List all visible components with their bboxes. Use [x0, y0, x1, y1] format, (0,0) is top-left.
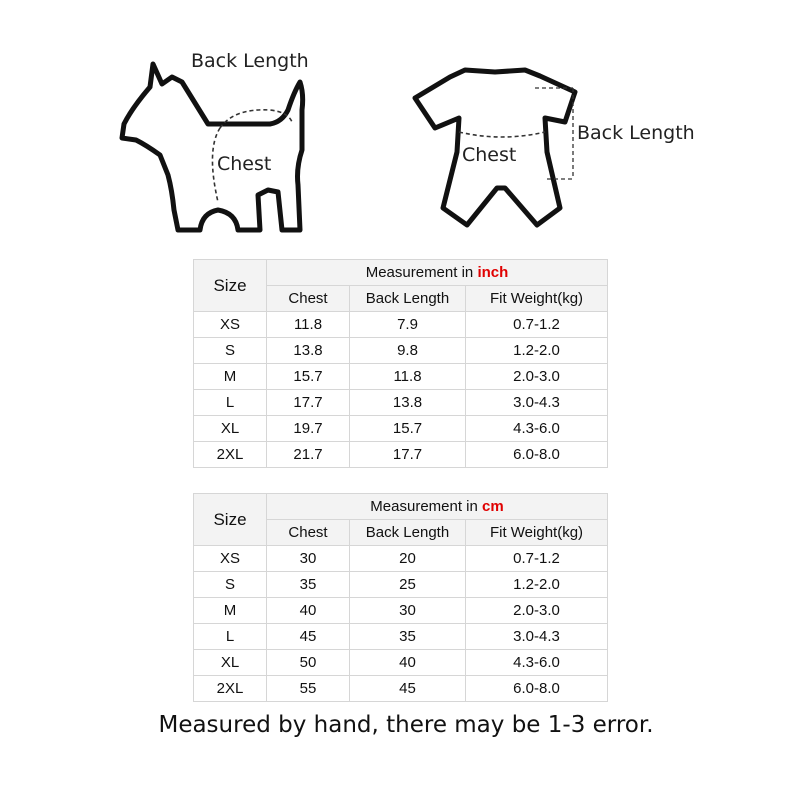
fit-weight-cell: 6.0-8.0: [466, 442, 608, 468]
size-table-cm: [193, 493, 608, 702]
size-cell: S: [194, 572, 267, 598]
chest-cell: 13.8: [267, 338, 350, 364]
back-length-cell: 35: [350, 624, 466, 650]
size-cell: L: [194, 390, 267, 416]
fit-weight-cell: 1.2-2.0: [466, 572, 608, 598]
dog-measurement-diagram: [110, 50, 340, 250]
back-length-cell: 17.7: [350, 442, 466, 468]
size-table-inch: [193, 259, 608, 468]
chest-cell: 50: [267, 650, 350, 676]
size-cell: XL: [194, 650, 267, 676]
fit-weight-cell: 2.0-3.0: [466, 364, 608, 390]
table-row: [194, 572, 608, 598]
back-length-cell: 45: [350, 676, 466, 702]
table-row: [194, 416, 608, 442]
fit-weight-cell: 2.0-3.0: [466, 598, 608, 624]
chest-cell: 15.7: [267, 364, 350, 390]
table-row: [194, 338, 608, 364]
back-length-cell: 25: [350, 572, 466, 598]
size-cell: M: [194, 364, 267, 390]
garment-outline-icon: [405, 60, 705, 240]
fit-weight-cell: 0.7-1.2: [466, 312, 608, 338]
measurement-prefix: Measurement in: [370, 498, 478, 515]
table-row: [194, 598, 608, 624]
size-cell: 2XL: [194, 676, 267, 702]
chest-cell: 17.7: [267, 390, 350, 416]
unit-label: inch: [477, 264, 509, 281]
dog-back-length-label: Back Length: [191, 50, 309, 72]
fit-weight-cell: 3.0-4.3: [466, 624, 608, 650]
back-length-cell: 9.8: [350, 338, 466, 364]
table-row: [194, 390, 608, 416]
chest-cell: 35: [267, 572, 350, 598]
fit-weight-cell: 0.7-1.2: [466, 546, 608, 572]
fit-weight-cell: 6.0-8.0: [466, 676, 608, 702]
back-length-cell: 11.8: [350, 364, 466, 390]
chest-cell: 55: [267, 676, 350, 702]
measurement-disclaimer: Measured by hand, there may be 1-3 error.: [158, 712, 654, 738]
chest-cell: 30: [267, 546, 350, 572]
table-row: [194, 312, 608, 338]
dog-chest-label: Chest: [217, 153, 272, 175]
chest-cell: 45: [267, 624, 350, 650]
garment-chest-label: Chest: [462, 144, 517, 166]
size-column-header: Size: [194, 260, 267, 312]
fit-weight-cell: 1.2-2.0: [466, 338, 608, 364]
back-length-cell: 20: [350, 546, 466, 572]
garment-back-length-label: Back Length: [577, 122, 695, 144]
chest-cell: 21.7: [267, 442, 350, 468]
size-cell: L: [194, 624, 267, 650]
table-row: [194, 624, 608, 650]
back-length-cell: 13.8: [350, 390, 466, 416]
table-row: [194, 676, 608, 702]
table-row: [194, 546, 608, 572]
size-cell: 2XL: [194, 442, 267, 468]
table-row: [194, 442, 608, 468]
column-header-fit-weight: Fit Weight(kg): [466, 520, 608, 546]
back-length-cell: 40: [350, 650, 466, 676]
column-header-chest: Chest: [267, 286, 350, 312]
measurement-unit-header: [267, 494, 608, 520]
column-header-back-length: Back Length: [350, 286, 466, 312]
measurement-unit-header: [267, 260, 608, 286]
column-header-back-length: Back Length: [350, 520, 466, 546]
fit-weight-cell: 3.0-4.3: [466, 390, 608, 416]
unit-label: cm: [482, 498, 504, 515]
chest-cell: 40: [267, 598, 350, 624]
table-row: [194, 364, 608, 390]
table-header-row: [194, 494, 608, 520]
garment-measurement-diagram: [405, 60, 705, 240]
dog-silhouette-icon: [110, 50, 340, 250]
fit-weight-cell: 4.3-6.0: [466, 416, 608, 442]
size-column-header: Size: [194, 494, 267, 546]
back-length-cell: 15.7: [350, 416, 466, 442]
column-header-fit-weight: Fit Weight(kg): [466, 286, 608, 312]
chest-cell: 11.8: [267, 312, 350, 338]
back-length-cell: 7.9: [350, 312, 466, 338]
size-cell: XS: [194, 312, 267, 338]
column-header-chest: Chest: [267, 520, 350, 546]
measurement-prefix: Measurement in: [365, 264, 474, 281]
size-cell: M: [194, 598, 267, 624]
size-cell: XL: [194, 416, 267, 442]
fit-weight-cell: 4.3-6.0: [466, 650, 608, 676]
chest-cell: 19.7: [267, 416, 350, 442]
back-length-cell: 30: [350, 598, 466, 624]
table-row: [194, 650, 608, 676]
size-cell: XS: [194, 546, 267, 572]
size-cell: S: [194, 338, 267, 364]
table-header-row: [194, 260, 608, 286]
